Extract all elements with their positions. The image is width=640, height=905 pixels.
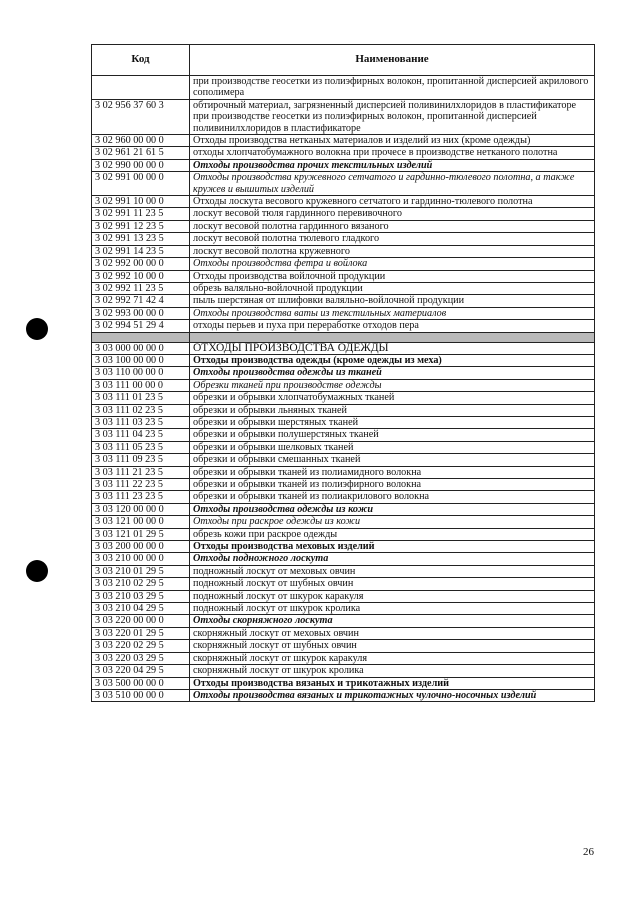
table-row bbox=[92, 603, 595, 615]
table-row bbox=[92, 652, 595, 664]
code-cell: 3 02 960 00 00 0 bbox=[92, 135, 190, 147]
table-row bbox=[92, 404, 595, 416]
name-cell: обрезки и обрывки тканей из полиэфирного волокна bbox=[190, 479, 595, 491]
table-row bbox=[92, 553, 595, 565]
table-row bbox=[92, 665, 595, 677]
code-cell: 3 03 220 04 29 5 bbox=[92, 665, 190, 677]
code-cell: 3 03 510 00 00 0 bbox=[92, 689, 190, 701]
table-body bbox=[92, 76, 595, 702]
table-row bbox=[92, 516, 595, 528]
table-row bbox=[92, 208, 595, 220]
code-cell: 3 02 991 12 23 5 bbox=[92, 220, 190, 232]
table-row bbox=[92, 640, 595, 652]
code-cell: 3 03 100 00 00 0 bbox=[92, 354, 190, 366]
table-row bbox=[92, 379, 595, 391]
code-cell: 3 02 992 11 23 5 bbox=[92, 282, 190, 294]
table-row bbox=[92, 270, 595, 282]
table-row bbox=[92, 320, 595, 332]
table-row bbox=[92, 147, 595, 159]
name-cell: Отходы подножного лоскута bbox=[190, 553, 595, 565]
code-cell: 3 03 110 00 00 0 bbox=[92, 367, 190, 379]
code-cell: 3 03 121 01 29 5 bbox=[92, 528, 190, 540]
name-cell: обрезки и обрывки льняных тканей bbox=[190, 404, 595, 416]
name-cell: Отходы производства одежды из тканей bbox=[190, 367, 595, 379]
code-cell: 3 02 961 21 61 5 bbox=[92, 147, 190, 159]
code-cell: 3 02 991 00 00 0 bbox=[92, 172, 190, 196]
table-row bbox=[92, 528, 595, 540]
name-cell: обрезь валяльно-войлочной продукции bbox=[190, 282, 595, 294]
name-cell: скорняжный лоскут от шкурок каракуля bbox=[190, 652, 595, 664]
name-column-header: Наименование bbox=[190, 45, 595, 76]
name-cell: Отходы производства ваты из текстильных материалов bbox=[190, 307, 595, 319]
code-cell: 3 02 956 37 60 3 bbox=[92, 99, 190, 134]
code-cell bbox=[92, 332, 190, 342]
punch-hole bbox=[26, 318, 48, 340]
name-cell: обрезки и обрывки тканей из полиакрилового волокна bbox=[190, 491, 595, 503]
code-cell: 3 03 111 03 23 5 bbox=[92, 416, 190, 428]
code-cell: 3 02 992 00 00 0 bbox=[92, 258, 190, 270]
name-cell: Отходы производства фетра и войлока bbox=[190, 258, 595, 270]
name-cell: лоскут весовой полотна гардинного вязаного bbox=[190, 220, 595, 232]
name-cell: Отходы производства кружевного сетчатого и гардинно-тюлевого полотна, а также кружев и вышитых изделий bbox=[190, 172, 595, 196]
code-cell: 3 03 220 01 29 5 bbox=[92, 627, 190, 639]
name-cell: обрезки и обрывки тканей из полиамидного волокна bbox=[190, 466, 595, 478]
name-cell: обрезки и обрывки шерстяных тканей bbox=[190, 416, 595, 428]
code-cell: 3 03 210 03 29 5 bbox=[92, 590, 190, 602]
name-cell: Отходы производства нетканых материалов и изделий из них (кроме одежды) bbox=[190, 135, 595, 147]
code-cell: 3 03 111 02 23 5 bbox=[92, 404, 190, 416]
code-cell: 3 02 992 71 42 4 bbox=[92, 295, 190, 307]
name-cell: подножный лоскут от шкурок каракуля bbox=[190, 590, 595, 602]
name-cell: Отходы производства вязаных и трикотажных изделий bbox=[190, 677, 595, 689]
code-cell: 3 02 992 10 00 0 bbox=[92, 270, 190, 282]
code-cell: 3 02 991 11 23 5 bbox=[92, 208, 190, 220]
name-cell: скорняжный лоскут от меховых овчин bbox=[190, 627, 595, 639]
code-cell: 3 03 200 00 00 0 bbox=[92, 541, 190, 553]
name-cell: отходы хлопчатобумажного волокна при прочесе в производстве нетканого полотна bbox=[190, 147, 595, 159]
table-row bbox=[92, 627, 595, 639]
table-row bbox=[92, 466, 595, 478]
table-row bbox=[92, 295, 595, 307]
punch-hole bbox=[26, 560, 48, 582]
name-cell: Отходы скорняжного лоскута bbox=[190, 615, 595, 627]
table-row bbox=[92, 615, 595, 627]
name-cell: Отходы производства меховых изделий bbox=[190, 541, 595, 553]
table-row bbox=[92, 172, 595, 196]
table-row bbox=[92, 454, 595, 466]
name-cell: обрезки и обрывки полушерстяных тканей bbox=[190, 429, 595, 441]
code-cell: 3 03 500 00 00 0 bbox=[92, 677, 190, 689]
table-row bbox=[92, 258, 595, 270]
name-cell: скорняжный лоскут от шубных овчин bbox=[190, 640, 595, 652]
name-cell: лоскут весовой тюля гардинного перевивочного bbox=[190, 208, 595, 220]
code-cell: 3 03 210 02 29 5 bbox=[92, 578, 190, 590]
name-cell: скорняжный лоскут от шкурок кролика bbox=[190, 665, 595, 677]
table-row bbox=[92, 196, 595, 208]
code-cell: 3 02 993 00 00 0 bbox=[92, 307, 190, 319]
code-cell: 3 03 111 00 00 0 bbox=[92, 379, 190, 391]
name-cell: отходы перьев и пуха при переработке отходов пера bbox=[190, 320, 595, 332]
table-row bbox=[92, 441, 595, 453]
name-cell: при производстве геосетки из полиэфирных волокон, пропитанной дисперсией акрилового сополимера bbox=[190, 76, 595, 100]
separator-row bbox=[92, 332, 595, 342]
table-row bbox=[92, 367, 595, 379]
code-cell: 3 03 111 04 23 5 bbox=[92, 429, 190, 441]
code-cell: 3 03 000 00 00 0 bbox=[92, 342, 190, 354]
code-cell: 3 03 220 00 00 0 bbox=[92, 615, 190, 627]
table-row bbox=[92, 245, 595, 257]
table-row bbox=[92, 416, 595, 428]
name-cell: лоскут весовой полотна тюлевого гладкого bbox=[190, 233, 595, 245]
table-row bbox=[92, 392, 595, 404]
code-cell: 3 02 991 13 23 5 bbox=[92, 233, 190, 245]
name-cell: подножный лоскут от шкурок кролика bbox=[190, 603, 595, 615]
table-row bbox=[92, 491, 595, 503]
code-cell: 3 03 210 04 29 5 bbox=[92, 603, 190, 615]
name-cell: Отходы при раскрое одежды из кожи bbox=[190, 516, 595, 528]
table-row bbox=[92, 76, 595, 100]
code-cell: 3 03 120 00 00 0 bbox=[92, 503, 190, 515]
name-cell: обрезки и обрывки шелковых тканей bbox=[190, 441, 595, 453]
name-cell: Отходы производства прочих текстильных изделий bbox=[190, 159, 595, 171]
code-cell: 3 03 210 00 00 0 bbox=[92, 553, 190, 565]
table-row bbox=[92, 479, 595, 491]
code-cell: 3 03 111 09 23 5 bbox=[92, 454, 190, 466]
table-row bbox=[92, 233, 595, 245]
code-cell: 3 02 994 51 29 4 bbox=[92, 320, 190, 332]
code-cell: 3 03 210 01 29 5 bbox=[92, 565, 190, 577]
table-row bbox=[92, 307, 595, 319]
table-row bbox=[92, 220, 595, 232]
table-row bbox=[92, 99, 595, 134]
name-cell: пыль шерстяная от шлифовки валяльно-войлочной продукции bbox=[190, 295, 595, 307]
code-cell: 3 03 220 02 29 5 bbox=[92, 640, 190, 652]
code-cell: 3 03 111 05 23 5 bbox=[92, 441, 190, 453]
table-row bbox=[92, 578, 595, 590]
name-cell: обрезки и обрывки смешанных тканей bbox=[190, 454, 595, 466]
name-cell: обрезь кожи при раскрое одежды bbox=[190, 528, 595, 540]
name-cell: обтирочный материал, загрязненный дисперсией поливинилхлоридов в пластификаторе при производстве геосетки из полиэфирных волокон, пропитанной дисперсией поливинилхлоридов в пластификаторе bbox=[190, 99, 595, 134]
code-cell: 3 03 111 21 23 5 bbox=[92, 466, 190, 478]
name-cell: Отходы производства одежды (кроме одежды из меха) bbox=[190, 354, 595, 366]
code-cell: 3 02 991 10 00 0 bbox=[92, 196, 190, 208]
waste-classification-table bbox=[91, 44, 595, 702]
table-row bbox=[92, 135, 595, 147]
table-row bbox=[92, 429, 595, 441]
code-cell: 3 03 111 22 23 5 bbox=[92, 479, 190, 491]
name-cell: ОТХОДЫ ПРОИЗВОДСТВА ОДЕЖДЫ bbox=[190, 342, 595, 354]
table-row bbox=[92, 282, 595, 294]
table-row bbox=[92, 689, 595, 701]
name-cell bbox=[190, 332, 595, 342]
code-cell: 3 02 991 14 23 5 bbox=[92, 245, 190, 257]
table-row bbox=[92, 590, 595, 602]
name-cell: лоскут весовой полотна кружевного bbox=[190, 245, 595, 257]
table-row bbox=[92, 541, 595, 553]
code-cell: 3 03 111 23 23 5 bbox=[92, 491, 190, 503]
code-column-header: Код bbox=[92, 45, 190, 76]
name-cell: Отходы лоскута весового кружевного сетчатого и гардинно-тюлевого полотна bbox=[190, 196, 595, 208]
table-row bbox=[92, 565, 595, 577]
name-cell: Отходы производства одежды из кожи bbox=[190, 503, 595, 515]
table-row bbox=[92, 342, 595, 354]
code-cell: 3 03 111 01 23 5 bbox=[92, 392, 190, 404]
code-cell: 3 03 121 00 00 0 bbox=[92, 516, 190, 528]
code-cell bbox=[92, 76, 190, 100]
name-cell: Обрезки тканей при производстве одежды bbox=[190, 379, 595, 391]
name-cell: подножный лоскут от шубных овчин bbox=[190, 578, 595, 590]
table-row bbox=[92, 159, 595, 171]
table-row bbox=[92, 354, 595, 366]
code-cell: 3 02 990 00 00 0 bbox=[92, 159, 190, 171]
name-cell: Отходы производства вязаных и трикотажных чулочно-носочных изделий bbox=[190, 689, 595, 701]
name-cell: Отходы производства войлочной продукции bbox=[190, 270, 595, 282]
table-row bbox=[92, 677, 595, 689]
code-cell: 3 03 220 03 29 5 bbox=[92, 652, 190, 664]
table-header-row bbox=[92, 45, 595, 76]
name-cell: подножный лоскут от меховых овчин bbox=[190, 565, 595, 577]
table-row bbox=[92, 503, 595, 515]
name-cell: обрезки и обрывки хлопчатобумажных тканей bbox=[190, 392, 595, 404]
page-number: 26 bbox=[583, 846, 594, 858]
